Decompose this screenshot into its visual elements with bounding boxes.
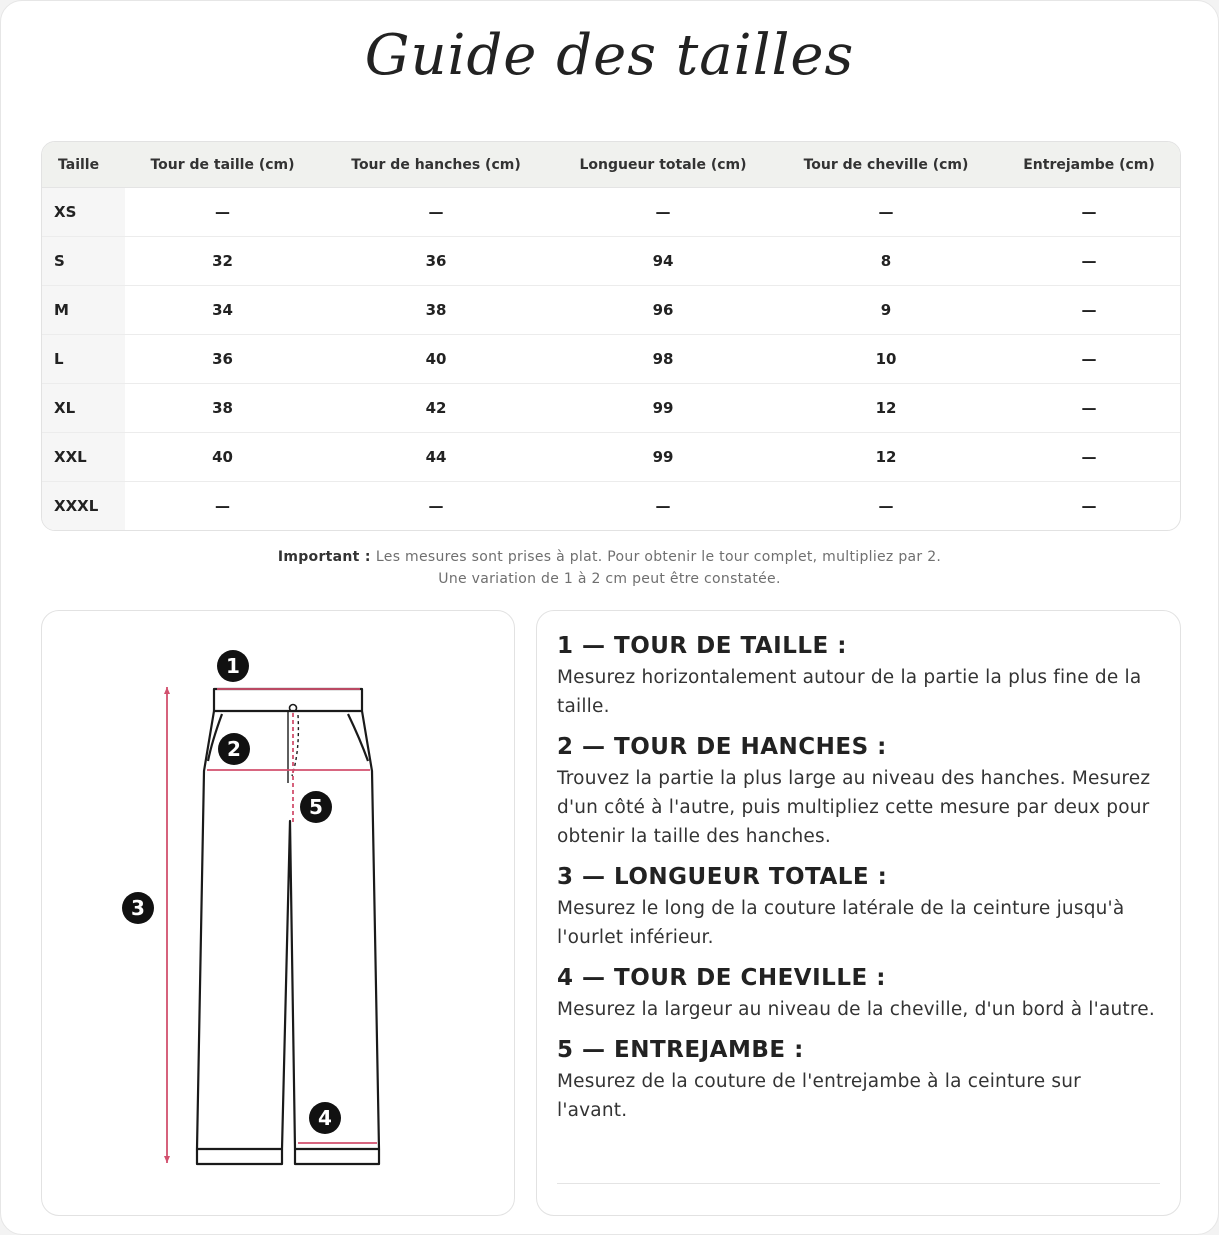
- size-label-cell: XXL: [42, 433, 125, 482]
- marker-5: [300, 791, 332, 823]
- table-cell: 40: [125, 433, 320, 482]
- section-length: [557, 864, 1157, 952]
- section-title: 2 — TOUR DE HANCHES :: [557, 734, 887, 760]
- section-waist: [557, 633, 1157, 721]
- page-title: Guide des tailles: [364, 23, 855, 88]
- section-title: 3 — LONGUEUR TOTALE :: [557, 864, 888, 890]
- section-text: Mesurez la largeur au niveau de la cheville, d'un bord à l'autre.: [557, 999, 1155, 1020]
- table-cell: —: [998, 384, 1180, 433]
- table-row: [42, 335, 1180, 384]
- size-label-cell: XL: [42, 384, 125, 433]
- table-row: [42, 286, 1180, 335]
- divider: [557, 1183, 1160, 1184]
- table-cell: —: [998, 286, 1180, 335]
- marker-5-label: 5: [309, 795, 323, 819]
- table-cell: —: [998, 237, 1180, 286]
- marker-2-label: 2: [227, 737, 241, 761]
- measurement-instructions-card: [536, 610, 1181, 1216]
- table-cell: —: [320, 188, 552, 237]
- column-header: Taille: [42, 142, 125, 188]
- column-header: Longueur totale (cm): [552, 142, 774, 188]
- table-cell: 10: [774, 335, 998, 384]
- size-table: [42, 142, 1180, 530]
- table-row: [42, 237, 1180, 286]
- marker-3: [122, 892, 154, 924]
- size-label-cell: L: [42, 335, 125, 384]
- column-header: Tour de taille (cm): [125, 142, 320, 188]
- size-table-card: [41, 141, 1181, 531]
- note-line-2: Une variation de 1 à 2 cm peut être constatée.: [438, 571, 781, 587]
- table-cell: 34: [125, 286, 320, 335]
- note-label: Important: [277, 549, 360, 565]
- table-header-row: [42, 142, 1180, 188]
- note-separator: :: [359, 549, 376, 565]
- table-cell: —: [998, 433, 1180, 482]
- waistband: [214, 689, 362, 711]
- marker-3-label: 3: [131, 896, 145, 920]
- section-title: 4 — TOUR DE CHEVILLE :: [557, 965, 886, 991]
- markers: [122, 650, 341, 1134]
- marker-4-label: 4: [318, 1106, 332, 1130]
- size-label-cell: M: [42, 286, 125, 335]
- table-cell: 36: [320, 237, 552, 286]
- section-title: 5 — ENTREJAMBE :: [557, 1037, 804, 1063]
- column-header: Entrejambe (cm): [998, 142, 1180, 188]
- size-label-cell: XXXL: [42, 482, 125, 531]
- instruction-sections: [557, 633, 1157, 1138]
- note-line-1: Les mesures sont prises à plat. Pour obtenir le tour complet, multipliez par 2.: [375, 549, 942, 565]
- marker-1-label: 1: [226, 654, 240, 678]
- table-cell: 12: [774, 384, 998, 433]
- fly-stitch: [292, 715, 298, 776]
- section-title: 1 — TOUR DE TAILLE :: [557, 633, 847, 659]
- section-hips: [557, 734, 1157, 851]
- important-note: [1, 546, 1218, 590]
- table-cell: —: [552, 188, 774, 237]
- section-text: Trouvez la partie la plus large au niveau des hanches. Mesurez d'un côté à l'autre, puis multipliez cette mesure par deux pour obtenir la taille des hanches.: [557, 768, 1151, 847]
- table-cell: —: [998, 335, 1180, 384]
- section-inseam: [557, 1037, 1157, 1125]
- table-cell: —: [774, 188, 998, 237]
- right-pocket: [348, 714, 368, 761]
- table-cell: 38: [320, 286, 552, 335]
- size-label-cell: S: [42, 237, 125, 286]
- table-cell: 99: [552, 384, 774, 433]
- table-cell: —: [655, 497, 671, 515]
- table-cell: 96: [552, 286, 774, 335]
- table-cell: 40: [320, 335, 552, 384]
- table-cell: 99: [552, 433, 774, 482]
- table-row: [42, 188, 1180, 237]
- marker-1: [217, 650, 249, 682]
- hem-cuffs: [197, 1149, 379, 1164]
- marker-2: [218, 733, 250, 765]
- table-cell: 44: [320, 433, 552, 482]
- table-cell: 94: [552, 237, 774, 286]
- pants-diagram-card: [41, 610, 515, 1216]
- table-cell: —: [878, 497, 894, 515]
- table-cell: —: [428, 497, 444, 515]
- table-cell: 12: [774, 433, 998, 482]
- column-header: Tour de cheville (cm): [774, 142, 998, 188]
- table-cell: 9: [774, 286, 998, 335]
- section-text: Mesurez horizontalement autour de la partie la plus fine de la taille.: [557, 667, 1142, 717]
- section-text: Mesurez le long de la couture latérale de la ceinture jusqu'à l'ourlet inférieur.: [557, 898, 1125, 948]
- table-cell: —: [215, 497, 230, 515]
- column-header: Tour de hanches (cm): [320, 142, 552, 188]
- table-cell: 98: [552, 335, 774, 384]
- table-cell: —: [1081, 497, 1097, 515]
- marker-4: [309, 1102, 341, 1134]
- table-cell: 38: [125, 384, 320, 433]
- table-cell: 36: [125, 335, 320, 384]
- size-label-cell: XS: [42, 188, 125, 237]
- measurement-lines: [164, 687, 377, 1163]
- table-row: [42, 482, 1180, 531]
- table-cell: 32: [125, 237, 320, 286]
- table-row: [42, 384, 1180, 433]
- table-cell: —: [998, 188, 1180, 237]
- table-row: [42, 433, 1180, 482]
- section-text: Mesurez de la couture de l'entrejambe à la ceinture sur l'avant.: [557, 1071, 1081, 1121]
- table-cell: 8: [774, 237, 998, 286]
- section-ankle: [557, 965, 1157, 1024]
- table-cell: 42: [320, 384, 552, 433]
- pants-diagram: [42, 611, 514, 1215]
- table-cell: —: [125, 188, 320, 237]
